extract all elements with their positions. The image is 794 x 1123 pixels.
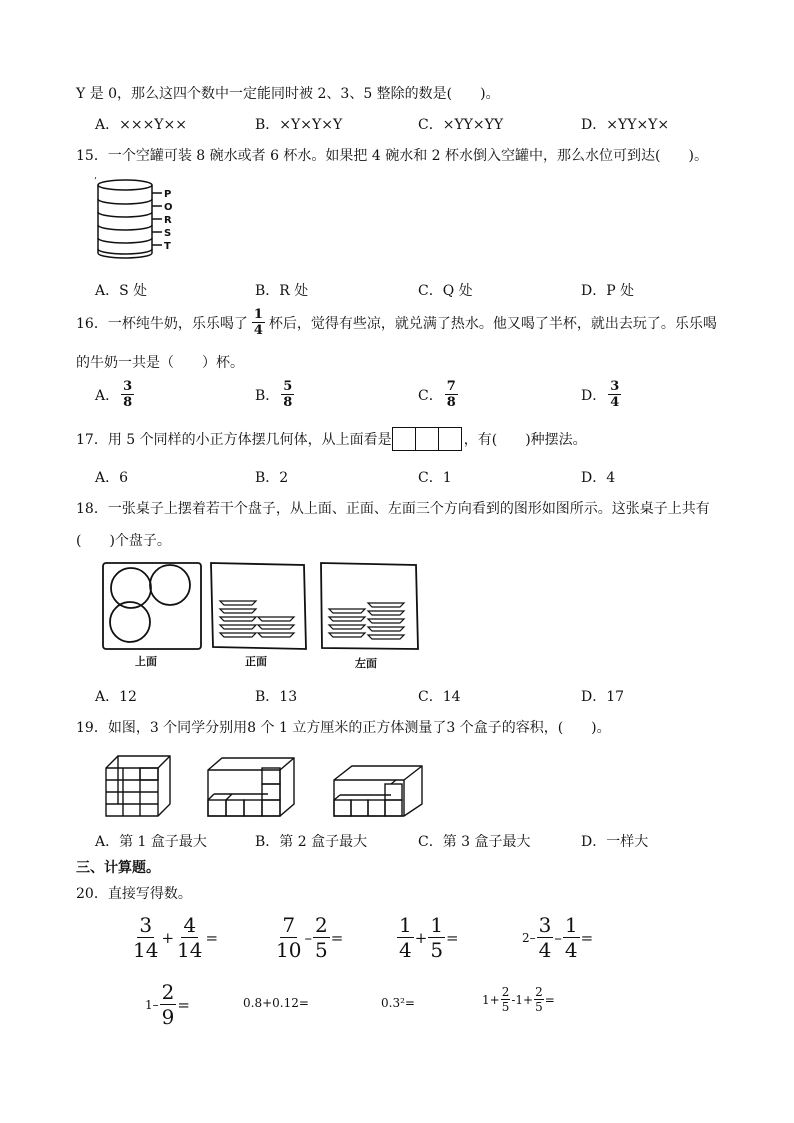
q15-text: 15．一个空罐可装 8 碗水或者 6 杯水。如果把 4 碗水和 2 杯水倒入空罐中，那么水位可到达( )。 <box>76 148 708 164</box>
numerator: 3 <box>610 379 620 394</box>
q17-option-c[interactable]: C．1 <box>418 470 452 486</box>
q18-caption-top: 上面 <box>135 655 157 668</box>
q20-expr-3: 1 4 + $\frac{1}{5}$ = <box>399 913 459 962</box>
q14-option-d[interactable]: D．×YY×Y× <box>581 117 670 133</box>
q16-text-line2: 的牛奶一共是（ ）杯。 <box>76 355 244 371</box>
q19-option-c[interactable]: C．第 3 盒子最大 <box>418 834 531 850</box>
q19-text: 19．如图，3 个同学分别用8 个 1 立方厘米的正方体测量了3 个盒子的容积，( )。 <box>76 720 611 736</box>
denominator: 8 <box>446 395 456 410</box>
q16-option-b-label: B． <box>255 387 280 404</box>
q16-option-d-fraction <box>608 380 621 409</box>
q20-expr-2: 7 10 – $\frac{2}{5}$ = <box>276 913 344 962</box>
q16-text-line1 <box>76 308 717 337</box>
q19-option-a[interactable]: A．第 1 盒子最大 <box>95 834 207 850</box>
q17-text-after: ，有( )种摆法。 <box>463 432 587 448</box>
q15-option-b[interactable]: B．R 处 <box>255 283 309 299</box>
q19-option-d[interactable]: D．一样大 <box>581 834 649 850</box>
numerator: 3 <box>123 379 133 394</box>
q15-level-label-s: S <box>164 228 172 239</box>
q16-option-d[interactable] <box>581 380 623 409</box>
q14-text: Y 是 0，那么这四个数中一定能同时被 2、3、5 整除的数是( )。 <box>76 86 500 102</box>
q16-inline-fraction <box>252 308 265 337</box>
q19-boxes-figure <box>100 750 430 822</box>
section-title-calculation: 三、计算题。 <box>76 860 160 876</box>
q20-expr-5: 1– $\frac{2}{9}$ = <box>145 980 190 1029</box>
q15-can-figure <box>94 175 184 267</box>
q17-text <box>76 427 587 451</box>
q18-plates-views <box>100 560 422 655</box>
q18-text-line2: ( )个盘子。 <box>76 533 171 549</box>
q16-option-a-fraction <box>121 380 134 409</box>
q17-text-before: 17．用 5 个同样的小正方体摆几何体，从上面看是 <box>76 432 392 448</box>
q18-option-b[interactable]: B．13 <box>255 689 298 705</box>
q18-caption-left: 左面 <box>355 657 377 670</box>
q17-option-b[interactable]: B．2 <box>255 470 289 486</box>
q16-fraction-denominator: 4 <box>253 323 263 338</box>
q15-option-a[interactable]: A．S 处 <box>95 283 148 299</box>
denominator: 4 <box>610 395 620 410</box>
q19-option-b[interactable]: B．第 2 盒子最大 <box>255 834 368 850</box>
denominator: 8 <box>283 395 293 410</box>
q16-option-c-fraction <box>445 380 458 409</box>
q18-option-c[interactable]: C．14 <box>418 689 461 705</box>
q20-expr-1: 3 14 + $\frac{4}{14}$ = <box>133 913 219 962</box>
q16-text-after: 杯后，觉得有些凉，就兑满了热水。他又喝了半杯，就出去玩了。乐乐喝 <box>268 315 717 332</box>
q16-option-a-label: A． <box>95 387 120 404</box>
q20-text: 20．直接写得数。 <box>76 886 192 902</box>
q16-option-b-fraction <box>281 380 294 409</box>
q14-option-c[interactable]: C．×YY×YY <box>418 117 504 133</box>
numerator: 7 <box>446 379 456 394</box>
q17-option-d[interactable]: D．4 <box>581 470 616 486</box>
q16-option-a[interactable] <box>95 380 136 409</box>
q20-expr-4: 2– 3 4 – $\frac{1}{4}$ = <box>522 913 594 962</box>
q16-option-b[interactable] <box>255 380 296 409</box>
q14-option-b[interactable]: B．×Y×Y×Y <box>255 117 343 133</box>
q20-expr-8: 1+ $\frac{2}{5}$ -1+ $\frac{2}{5}$ = <box>482 985 555 1014</box>
q17-option-a[interactable]: A．6 <box>95 470 129 486</box>
q16-option-c[interactable] <box>418 380 460 409</box>
q15-option-c[interactable]: C．Q 处 <box>418 283 473 299</box>
numerator: 5 <box>283 379 293 394</box>
q15-level-label-t: T <box>164 241 171 252</box>
q16-fraction-numerator: 1 <box>253 307 263 322</box>
q18-text: 18．一张桌子上摆着若干个盘子，从上面、正面、左面三个方向看到的图形如图所示。这张桌子上共有 <box>76 501 710 517</box>
q16-option-d-label: D． <box>581 387 607 404</box>
q14-option-a[interactable]: A．×××Y×× <box>95 117 188 133</box>
svg-text:’: ’ <box>94 177 97 187</box>
q15-level-label-p: P <box>164 189 172 200</box>
q17-top-view-squares <box>394 427 462 451</box>
q15-level-label-o: O <box>164 202 173 213</box>
q18-option-d[interactable]: D．17 <box>581 689 625 705</box>
q18-caption-front: 正面 <box>245 655 267 668</box>
q20-expr-7: 0.3²= <box>381 996 415 1010</box>
denominator: 8 <box>123 395 133 410</box>
q15-option-d[interactable]: D．P 处 <box>581 283 635 299</box>
q18-option-a[interactable]: A．12 <box>95 689 137 705</box>
q20-expr-6: 0.8+0.12= <box>243 996 309 1010</box>
q16-option-c-label: C． <box>418 387 443 404</box>
q16-text-before: 16．一杯纯牛奶，乐乐喝了 <box>76 315 248 332</box>
q15-level-label-r: R <box>164 215 172 226</box>
